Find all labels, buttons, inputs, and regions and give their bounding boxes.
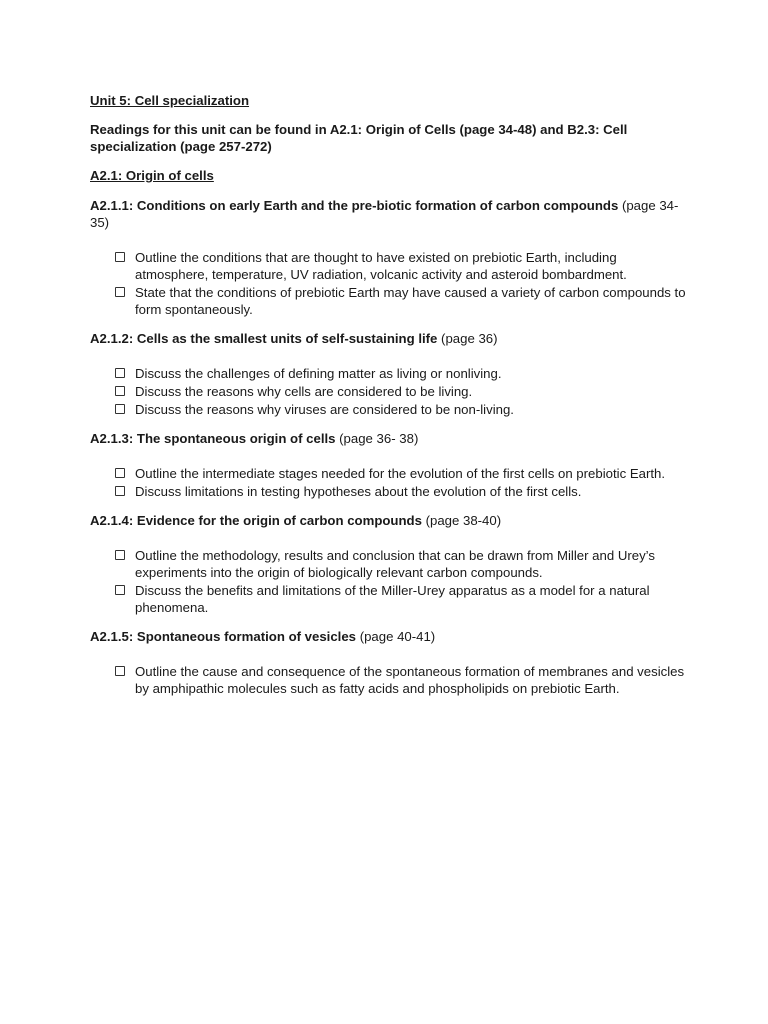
checkbox[interactable] (115, 666, 125, 676)
readings-note: Readings for this unit can be found in A2.1: Origin of Cells (page 34-48) and B2.3: Cell specialization (page 257-272) (90, 122, 628, 154)
topic-pages: (page 38-40) (425, 513, 502, 528)
topic-title: A2.1.4: Evidence for the origin of carbon compounds (90, 513, 422, 528)
objective-text: Discuss limitations in testing hypotheses about the evolution of the first cells. (135, 484, 582, 499)
checkbox[interactable] (115, 550, 125, 560)
unit-title: Unit 5: Cell specialization (90, 93, 250, 108)
topic-heading (90, 197, 690, 231)
checkbox[interactable] (115, 468, 125, 478)
topic-block (90, 330, 690, 418)
document-page (90, 92, 690, 709)
objective-text: State that the conditions of prebiotic Earth may have caused a variety of carbon compounds to form spontaneously. (135, 285, 686, 317)
objective-text: Discuss the challenges of defining matter as living or nonliving. (135, 366, 502, 381)
objective-text: Discuss the reasons why cells are considered to be living. (135, 384, 473, 399)
checkbox[interactable] (115, 404, 125, 414)
topic-list (90, 197, 690, 697)
topic-block (90, 512, 690, 616)
topic-heading (90, 628, 690, 645)
topic-heading (90, 430, 690, 447)
objective-text: Outline the cause and consequence of the spontaneous formation of membranes and vesicles by amphipathic molecules such as fatty acids and phospholipids on prebiotic Earth. (135, 664, 685, 696)
objective-checklist (90, 663, 690, 697)
objective-item (115, 582, 690, 616)
objective-text: Outline the conditions that are thought to have existed on prebiotic Earth, including atmosphere, temperature, UV radiation, volcanic activity and asteroid bombardment. (135, 250, 627, 282)
checkbox[interactable] (115, 585, 125, 595)
objective-item (115, 465, 690, 482)
checkbox[interactable] (115, 386, 125, 396)
objective-text: Discuss the reasons why viruses are considered to be non-living. (135, 402, 514, 417)
checkbox[interactable] (115, 252, 125, 262)
checkbox[interactable] (115, 486, 125, 496)
topic-pages: (page 36) (441, 331, 498, 346)
objective-item (115, 483, 690, 500)
objective-item (115, 401, 690, 418)
topic-pages: (page 34-35) (90, 198, 679, 230)
objective-checklist (90, 249, 690, 318)
topic-title: A2.1.1: Conditions on early Earth and the pre-biotic formation of carbon compounds (90, 198, 619, 213)
objective-text: Outline the methodology, results and conclusion that can be drawn from Miller and Urey’s experiments into the origin of biologically relevant carbon compounds. (135, 548, 655, 580)
topic-pages: (page 40-41) (359, 629, 436, 644)
objective-item (115, 547, 690, 581)
topic-block (90, 628, 690, 697)
objective-checklist (90, 465, 690, 500)
topic-pages: (page 36- 38) (339, 431, 419, 446)
topic-title: A2.1.2: Cells as the smallest units of self-sustaining life (90, 331, 438, 346)
topic-title: A2.1.5: Spontaneous formation of vesicles (90, 629, 357, 644)
objective-item (115, 365, 690, 382)
topic-title: A2.1.3: The spontaneous origin of cells (90, 431, 336, 446)
topic-heading (90, 512, 690, 529)
objective-checklist (90, 547, 690, 616)
objective-item (115, 249, 690, 283)
topic-block (90, 197, 690, 318)
objective-item (115, 663, 690, 697)
objective-text: Outline the intermediate stages needed for the evolution of the first cells on prebiotic Earth. (135, 466, 666, 481)
objective-item (115, 284, 690, 318)
objective-checklist (90, 365, 690, 418)
checkbox[interactable] (115, 287, 125, 297)
section-title: A2.1: Origin of cells (90, 168, 214, 183)
objective-text: Discuss the benefits and limitations of the Miller-Urey apparatus as a model for a natural phenomena. (135, 583, 650, 615)
checkbox[interactable] (115, 368, 125, 378)
topic-heading (90, 330, 690, 347)
topic-block (90, 430, 690, 500)
objective-item (115, 383, 690, 400)
